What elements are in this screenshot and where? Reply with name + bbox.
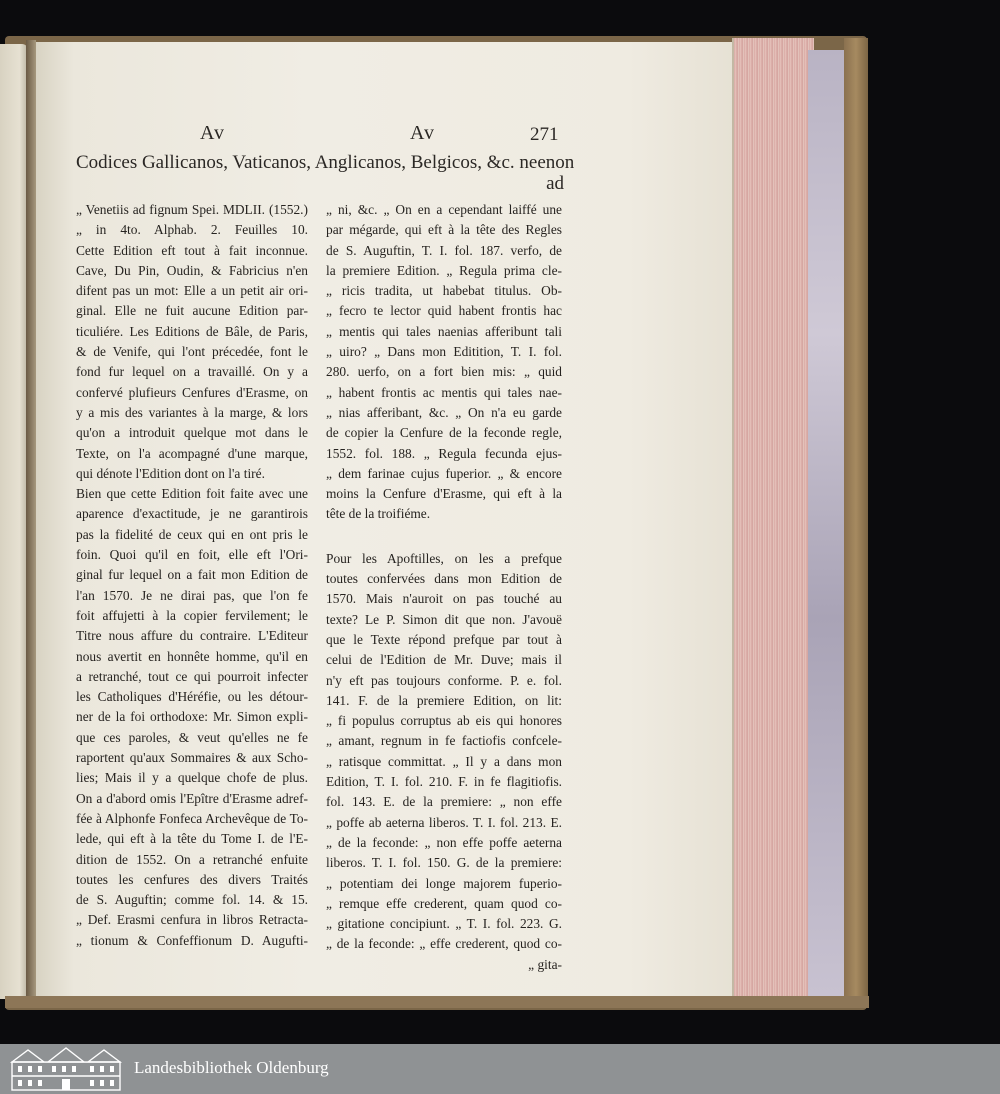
text-line: „ dem farinae cujus fuperior. „ & encore	[326, 465, 562, 481]
text-line: de S. Auguftin; comme fol. 14. & 15.	[76, 892, 308, 908]
library-footer	[0, 1044, 1000, 1094]
text-line: texte? Le P. Simon dit que non. J'avouë	[326, 611, 562, 627]
facing-page-edge	[0, 44, 28, 999]
title-line: Codices Gallicanos, Vaticanos, Anglicanos, Belgicos, &c. neenon	[76, 152, 575, 173]
text-line: On a d'abord omis l'Epître d'Erasme adref-	[76, 790, 308, 806]
text-line: & de Venife, qui l'ont précedée, font le	[76, 344, 308, 360]
text-line: „ tionum & Confeffionum D. Augufti-	[76, 932, 308, 948]
text-line: 1552. fol. 188. „ Regula fecunda ejus-	[326, 445, 562, 461]
text-line: confervé plufieurs Cenfures d'Erasme, on	[76, 384, 308, 400]
text-line: qu'on a introduit quelque mot dans le	[76, 425, 308, 441]
text-line: n'y eft pas toujours conforme. P. e. fol.	[326, 672, 562, 688]
text-line: foit affujetti à la copier fervilement; le	[76, 607, 308, 623]
text-line: ticuliére. Les Editions de Bâle, de Paris,	[76, 323, 308, 339]
text-line: difent pas un mot: Elle a un petit air ori-	[76, 283, 308, 299]
text-line: ner de la foi orthodoxe: Mr. Simon expli-	[76, 709, 308, 725]
text-line: qui dénote l'Edition dont on l'a tiré.	[76, 465, 265, 481]
page-number: 271	[530, 124, 559, 145]
text-line: Pour les Apoftilles, on les a prefque	[326, 550, 562, 566]
title-line-continued: ad	[546, 173, 564, 194]
text-line: pas la fidelité de ceux qui en ont pris le	[76, 526, 308, 542]
text-line: liberos. T. I. fol. 150. G. de la premiere:	[326, 855, 562, 871]
text-line: l'an 1570. Je ne dirai pas, que l'on fe	[76, 587, 308, 603]
text-line: Cave, Du Pin, Oudin, & Fabricius n'en	[76, 262, 308, 278]
text-line: fée à Alphonfe Fonfeca Archevêque de To-	[76, 810, 308, 826]
text-line: „ gitatione concipiunt. „ T. I. fol. 223. G.	[326, 916, 562, 932]
library-building-icon	[8, 1046, 124, 1092]
text-line: „ amant, regnum in fe factiofis confcele-	[326, 733, 562, 749]
text-line: „ fi populus corruptus ab eis qui honores	[326, 713, 562, 729]
text-line: „ nias afferibant, &c. „ On n'a eu garde	[326, 404, 562, 420]
text-line: celui de l'Edition de Mr. Duve; mais il	[326, 652, 562, 668]
text-line: la premiere Edition. „ Regula prima cle-	[326, 262, 562, 278]
text-line: par mégarde, qui eft à la tête des Regles	[326, 222, 562, 238]
cover-board-bottom	[5, 996, 869, 1008]
cover-board	[844, 38, 868, 1004]
text-line: lede, qui eft à la tête du Tome I. de l'E-	[76, 831, 308, 847]
text-line: tête de la troifiéme.	[326, 506, 431, 522]
text-line: de copier la Cenfure de la feconde regle,	[326, 425, 562, 441]
text-line: „ habent frontis ac mentis qui tales nae-	[326, 384, 562, 400]
text-line: aparence d'exactitude, je ne garantirois	[76, 506, 308, 522]
text-line: ginal. Elle ne fuit aucune Edition par-	[76, 303, 308, 319]
text-line: nous avertit en honnête homme, qu'il en	[76, 648, 308, 664]
running-head-left: Av	[200, 122, 225, 144]
text-line: 141. F. de la premiere Edition, on lit:	[326, 692, 562, 708]
text-line: „ de la feconde: „ effe crederent, quod co-	[326, 936, 562, 952]
text-line: a retranché, tout ce qui pourroit infecter	[76, 668, 308, 684]
text-line: „ Venetiis ad fignum Spei. MDLII. (1552.)	[76, 202, 308, 217]
text-line: toutes les cenfures des divers Traités	[76, 871, 308, 887]
text-line: y a mis des variantes à la marge, & lors	[76, 404, 308, 420]
text-line: ginal fur lequel on a fait mon Edition de	[76, 567, 308, 583]
text-line: „ in 4to. Alphab. 2. Feuilles 10.	[76, 222, 308, 238]
left-column	[76, 200, 308, 951]
text-line: Bien que cette Edition foit faite avec une	[76, 486, 308, 502]
text-line: „ ni, &c. „ On en a cependant laiffé une	[326, 202, 562, 217]
text-line: „ remque effe crederent, quam quod co-	[326, 895, 562, 911]
text-line: „ uiro? „ Dans mon Editition, T. I. fol.	[326, 344, 562, 360]
text-line: „ de la feconde: „ non effe poffe aeterna	[326, 834, 562, 850]
text-line: fond fur lequel on a travaillé. On y a	[76, 364, 308, 380]
text-line: que ces paroles, & veut qu'elles ne fe	[76, 729, 308, 745]
running-head-center: Av	[410, 122, 435, 144]
text-line: que le Texte répond prefque par tout à	[326, 631, 562, 647]
text-line: foin. Quoi qu'il en foit, elle eft l'Ori-	[76, 547, 308, 563]
text-line: Texte, on l'a acompagné d'une marque,	[76, 445, 308, 461]
text-line: les Catholiques d'Héréfie, ou les détour-	[76, 689, 308, 705]
text-line: Cette Edition eft tout à fait inconnue.	[76, 242, 308, 258]
text-line: de S. Auguftin, T. I. fol. 187. verfo, de	[326, 242, 562, 258]
text-line: lies; Mais il y a quelque chofe de plus.	[76, 770, 308, 786]
text-line: „ mentis qui tales naenias afferibunt tali	[326, 323, 562, 339]
text-line: raportent qu'aux Sommaires & aux Scho-	[76, 750, 308, 766]
text-line: 1570. Mais n'auroit on pas touché au	[326, 591, 562, 607]
text-line: „ ratisque committat. „ Il y a dans mon	[326, 753, 562, 769]
marbled-endpaper	[808, 50, 848, 996]
book-gutter	[26, 40, 36, 1002]
text-line: 280. uerfo, on a fort bien mis: „ quid	[326, 364, 562, 380]
text-line: „ poffe ab aeterna liberos. T. I. fol. 213. E.	[326, 814, 562, 830]
text-line: Edition, T. I. fol. 210. F. in fe flagitiofis.	[326, 774, 562, 790]
page-fore-edge	[732, 38, 814, 1000]
text-line: moins la Cenfure d'Erasme, qui eft à la	[326, 486, 562, 502]
text-line: fol. 143. E. de la premiere: „ non effe	[326, 794, 562, 810]
text-line: „ potentiam dei longe majorem fuperio-	[326, 875, 562, 891]
text-line: „ ricis tradita, ut habebat titulus. Ob-	[326, 283, 562, 299]
text-line: toutes confervées dans mon Edition de	[326, 571, 562, 587]
text-line: „ fecro te lector quid habent frontis hac	[326, 303, 562, 319]
text-line: dition de 1552. On a retranché enfuite	[76, 851, 308, 867]
text-line: „ Def. Erasmi cenfura in libros Retracta-	[76, 912, 308, 928]
paragraph-gap	[326, 525, 562, 549]
library-name: Landesbibliothek Oldenburg	[134, 1058, 329, 1077]
right-column	[326, 200, 562, 975]
text-line: Titre nous affure du contraire. L'Editeur	[76, 628, 308, 644]
catchword: „ gita-	[528, 956, 562, 972]
